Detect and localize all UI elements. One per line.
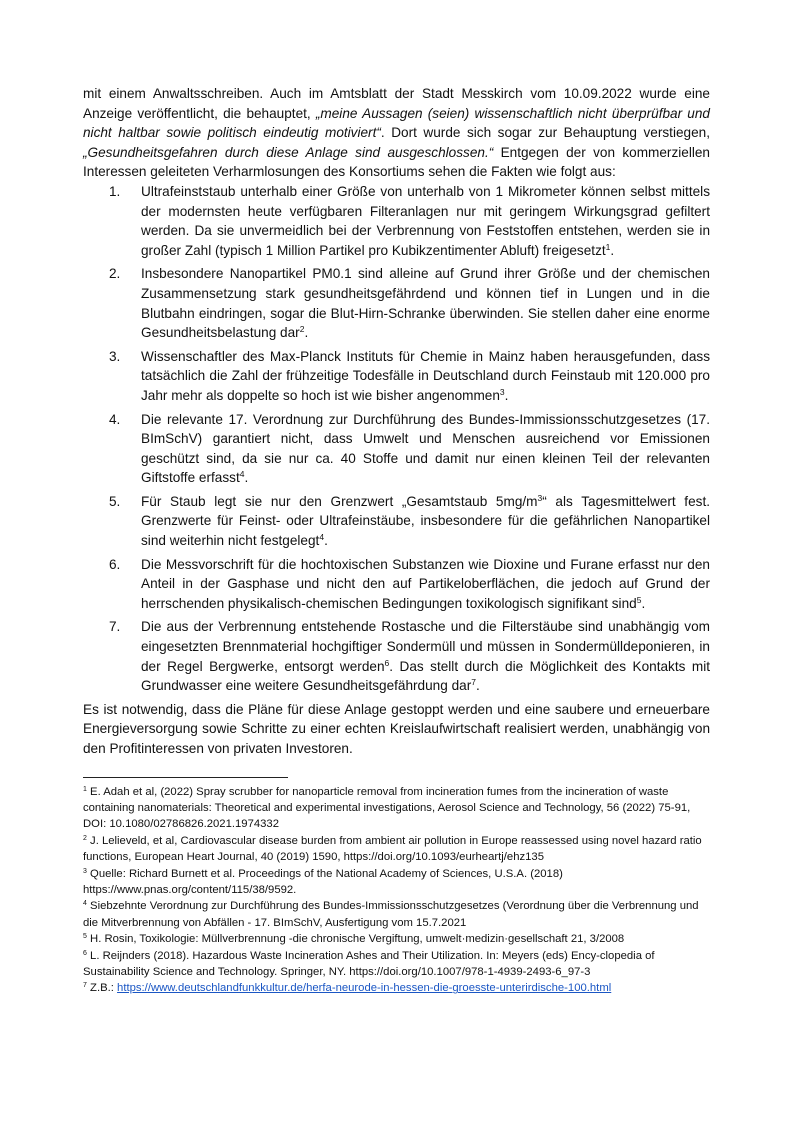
list-text: Die Messvorschrift für die hochtoxischen Substanzen wie Dioxine und Furane erfasst nur den Anteil in der Gasphase und nicht den auf Partikeloberflächen, die jedoch auf Grund der herrschenden physikalisch-chemischen Bedingungen toxikologisch signifikant sind [141,556,710,611]
footnote [83,784,710,833]
list-item [107,492,710,551]
footnote-link[interactable]: https://www.deutschlandfunkkultur.de/herfa-neurode-in-hessen-die-groesste-unterirdische-100.html [117,982,612,995]
list-text-2: . Das stellt durch die Möglichkeit des Kontakts mit Grundwasser eine weitere Gesundheitsgefährdung dar [141,658,710,694]
document-page [83,84,710,997]
list-text: Wissenschaftler des Max-Planck Instituts für Chemie in Mainz haben herausgefunden, dass tatsächlich die Zahl der frühzeitige Todesfälle in Deutschland durch Feinstaub mit 120.000 pro Jahr mehr als doppelte so hoch ist wie bisher angenommen [141,348,710,403]
footnote-ref: 4 [239,469,245,480]
footnote [83,948,710,981]
list-item [107,264,710,342]
quote-2: „Gesundheitsgefahren durch diese Anlage sind ausgeschlossen.“ [83,144,494,160]
footnote-ref: 7 [471,677,476,688]
footnotes [83,784,710,997]
punct: . [304,325,309,341]
footnote [83,931,710,947]
footnote [83,898,710,931]
list-number: 6. [109,556,121,572]
quote-1: „meine Aussagen (seien) wissenschaftlich nicht überprüfbar und nicht haltbar sowie politisch eindeutig motiviert“ [83,105,710,141]
intro-text-3: Entgegen der von kommerziellen Interessen geleiteten Verharmlosungen des Konsortiums sehen die Fakten wie folgt aus: [83,144,710,180]
footnote-text: Z.B.: [86,982,118,995]
conclusion-paragraph: Es ist notwendig, dass die Pläne für diese Anlage gestoppt werden und eine saubere und erneuerbare Energieversorgung sowie Schritte zu einer echten Kreislaufwirtschaft realisiert werden, unabhängig von den Profitinteressen von privaten Investoren. [83,701,710,756]
list-number: 5. [109,493,121,509]
footnote [83,833,710,866]
footnote-text: H. Rosin, Toxikologie: Müllverbrennung -die chronische Vergiftung, umwelt·medizin·gesellschaft 21, 3/2008 [86,933,625,946]
punct: . [324,533,328,549]
footnote-number: 1 [83,785,87,793]
list-number: 4. [109,411,121,427]
list-number: 2. [109,266,121,282]
footnote [83,980,710,996]
punct: . [504,387,509,403]
punct: . [475,678,480,694]
footnote-ref: 2 [299,324,305,335]
list-item [107,410,710,488]
footnote-ref: 1 [605,241,611,252]
list-item [107,347,710,406]
list-text-2: “ als Tagesmittelwert fest. Grenzwerte für Feinst- oder Ultrafeinstäube, insbesondere für die gefährlichen Nanopartikel sind weiterhin nicht festgelegt [141,493,710,549]
superscript-3: 3 [537,492,543,503]
list-text: Für Staub legt sie nur den Grenzwert „Gesamtstaub 5mg/m [141,493,538,509]
footnote-text: Quelle: Richard Burnett et al. Proceedings of the National Academy of Sciences, U.S.A. (2018) https://www.pnas.org/content/115/38/9592. [83,867,563,897]
footnote-text: L. Reijnders (2018). Hazardous Waste Incineration Ashes and Their Utilization. In: Meyers (eds) Ency-clopedia of Sustainability Science and Technology. Springer, NY. https://doi.org/10.1007/978-1-4939-2493-6_97-3 [83,949,655,979]
footnote-number: 6 [83,949,87,957]
footnote-number: 2 [83,834,87,842]
list-number: 3. [109,348,121,364]
intro-text-2: . Dort wurde sich sogar zur Behauptung verstiegen, [380,125,710,141]
footnote-number: 7 [83,982,87,990]
list-text: Die aus der Verbrennung entstehende Rostasche und die Filterstäube sind unabhängig vom eingesetzten Brennmaterial hochgiftiger Sondermüll und müssen in Sondermülldeponieren, in der Regel Bergwerke, entsorgt werden [141,619,710,674]
footnote-ref: 5 [636,594,642,605]
punct: . [610,242,615,258]
footnote-number: 4 [83,900,87,908]
footnote-ref: 6 [384,657,390,668]
list-text: Insbesondere Nanopartikel PM0.1 sind alleine auf Grund ihrer Größe und der chemischen Zusammensetzung stark gesundheitsgefährdend und können tief in Lungen und in die Blutbahn eindringen, sogar die Blut-Hirn-Schranke überwinden. Sie stellen daher eine enorme Gesundheitsbelastung dar [141,266,710,341]
list-number: 7. [109,619,121,635]
facts-list [83,182,710,696]
footnote-separator [83,777,288,778]
footnote-ref: 4 [319,532,325,543]
list-item [107,617,710,695]
footnote-text: Siebzehnte Verordnung zur Durchführung des Bundes-Immissionsschutzgesetzes (Verordnung über die Verbrennung und die Mitverbrennung von Abfällen - 17. BImSchV, Ausfertigung vom 15.7.2021 [83,900,699,929]
footnote-text: E. Adah et al, (2022) Spray scrubber for nanoparticle removal from incineration fumes from the incineration of waste containing nanomaterials: Theoretical and experimental investigations, Aerosol Science and Technology, 56 (2022) 75-91, DOI: 10.1080/02786826.2021.1974332 [83,785,691,831]
punct: . [641,595,646,611]
list-item [107,182,710,260]
list-item [107,555,710,614]
footnote-number: 5 [83,933,87,941]
list-number: 1. [109,183,121,199]
punct: . [244,470,249,486]
intro-paragraph [83,84,710,182]
footnote-ref: 3 [499,386,505,397]
list-text: Ultrafeinststaub unterhalb einer Größe von unterhalb von 1 Mikrometer können selbst mittels der modernsten heute verfügbaren Filteranlagen nur mit geringem Wirkungsgrad gefiltert werden. Da sie unvermeidlich bei der Verbrennung von Feststoffen entstehen, werden sie in großer Zahl (typisch 1 Million Partikel pro Kubikzentimenter Abluft) freigesetzt [141,183,710,258]
footnote-text: J. Lelieveld, et al, Cardiovascular disease burden from ambient air pollution in Europe reassessed using novel hazard ratio functions, European Heart Journal, 40 (2019) 1590, https://doi.org/10.1093/eurheartj/ehz135 [83,834,702,864]
intro-text: mit einem Anwaltsschreiben. Auch im Amtsblatt der Stadt Messkirch vom 10.09.2022 wurde eine Anzeige veröffentlicht, die behauptet, [83,86,710,121]
footnote [83,866,710,899]
list-text: Die relevante 17. Verordnung zur Durchführung des Bundes-Immissionsschutzgesetzes (17. BImSchV) garantiert nicht, dass Umwelt und Menschen ausreichend vor Emissionen geschützt sind, da sie nur ca. 40 Stoffe und damit nur einen kleinen Teil der relevanten Giftstoffe erfasst [141,411,710,486]
footnote-number: 3 [83,867,87,875]
